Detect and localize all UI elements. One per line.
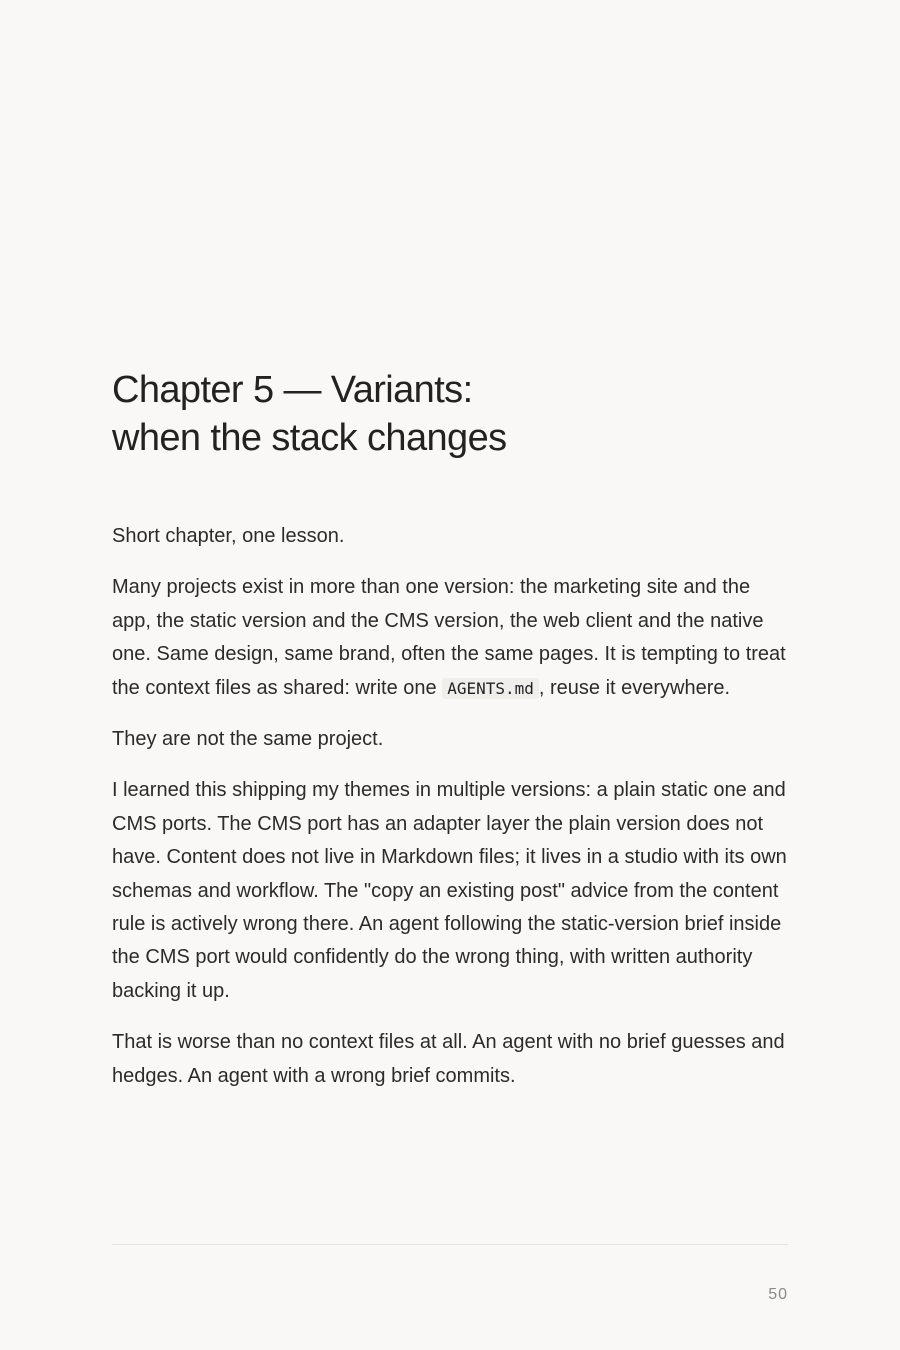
chapter-body (112, 520, 788, 1111)
paragraph-1: Short chapter, one lesson. (112, 525, 345, 547)
paragraph-2 (112, 571, 788, 705)
chapter-title (112, 366, 788, 462)
paragraph-5: That is worse than no context files at all. An agent with no brief guesses and hedges. An agent with a wrong brief commits. (112, 1031, 785, 1087)
chapter-title-line-1: Chapter 5 — Variants: (112, 369, 473, 411)
paragraph-4: I learned this shipping my themes in multiple versions: a plain static one and CMS ports. The CMS port has an adapter layer the plain version does not have. Content does not live in Markdown files; it lives in a studio with its own schemas and workflow. The "copy an existing post" advice from the content rule is actively wrong there. An agent following the static-version brief inside the CMS port would confidently do the wrong thing, with written authority backing it up. (112, 779, 787, 1002)
chapter-title-line-2: when the stack changes (112, 417, 507, 459)
footer-divider (112, 1244, 788, 1245)
inline-code-agents-md: AGENTS.md (442, 678, 539, 699)
paragraph-2-text-end: , reuse it everywhere. (538, 676, 731, 699)
paragraph-2-text-start: Many projects exist in more than one version: the marketing site and the app, the static version and the CMS version, the web client and the native one. Same design, same brand, often the same pages. It is tempting to treat the context files as shared: write one (112, 576, 786, 699)
page-number: 50 (768, 1286, 788, 1303)
paragraph-3: They are not the same project. (112, 728, 384, 751)
